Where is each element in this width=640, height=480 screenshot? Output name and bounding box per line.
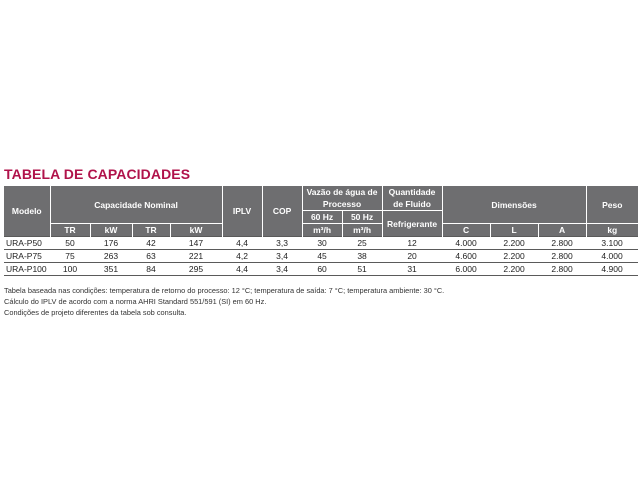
table-row	[4, 263, 638, 276]
header-row-3	[4, 224, 638, 237]
note-iplv: Cálculo do IPLV de acordo com a norma AHRI Standard 551/591 (SI) em 60 Hz.	[4, 297, 267, 306]
cell-peso: 3.100	[586, 237, 638, 250]
header-kw-60: kW	[90, 224, 132, 237]
cell-peso: 4.000	[586, 250, 638, 263]
cell-tr50: 42	[132, 237, 170, 250]
header-dimensoes: Dimensões	[442, 186, 586, 224]
header-modelo: Modelo	[4, 186, 50, 237]
cell-iplv: 4,2	[222, 250, 262, 263]
header-unit-peso: kg	[586, 224, 638, 237]
header-tr-60: TR	[50, 224, 90, 237]
cell-vazao60: 45	[302, 250, 342, 263]
header-capacidade-nominal: Capacidade Nominal	[50, 186, 222, 224]
table-row	[4, 250, 638, 263]
table-body	[4, 237, 638, 276]
header-iplv: IPLV	[222, 186, 262, 237]
cell-kw50: 221	[170, 250, 222, 263]
cell-dim-c: 4.600	[442, 250, 490, 263]
cell-kw60: 351	[90, 263, 132, 276]
cell-dim-a: 2.800	[538, 263, 586, 276]
note-conditions: Tabela baseada nas condições: temperatura de retorno do processo: 12 °C; temperatura de saída: 7 °C; temperatura ambiente: 30 °C.	[4, 286, 445, 295]
cell-vazao50: 25	[342, 237, 382, 250]
cell-vazao60: 30	[302, 237, 342, 250]
cell-tr50: 84	[132, 263, 170, 276]
cell-dim-c: 4.000	[442, 237, 490, 250]
cell-cop: 3,3	[262, 237, 302, 250]
header-vazao-50hz: 50 Hz	[342, 211, 382, 224]
header-vazao-line2: Processo	[322, 199, 362, 209]
cell-fluido: 31	[382, 263, 442, 276]
cell-kw50: 147	[170, 237, 222, 250]
cell-peso: 4.900	[586, 263, 638, 276]
cell-tr60: 100	[50, 263, 90, 276]
cell-kw60: 263	[90, 250, 132, 263]
header-row-1	[4, 186, 638, 211]
header-quantidade-line1: Quantidade	[388, 187, 436, 197]
cell-dim-l: 2.200	[490, 237, 538, 250]
cell-tr60: 50	[50, 237, 90, 250]
cell-modelo: URA-P50	[4, 237, 50, 250]
cell-dim-c: 6.000	[442, 263, 490, 276]
header-dim-l: L	[490, 224, 538, 237]
cell-dim-l: 2.200	[490, 250, 538, 263]
capacity-table-section	[4, 166, 638, 318]
cell-tr50: 63	[132, 250, 170, 263]
cell-cop: 3,4	[262, 263, 302, 276]
table-notes	[4, 285, 638, 318]
cell-fluido: 12	[382, 237, 442, 250]
cell-modelo: URA-P100	[4, 263, 50, 276]
capacity-table	[4, 186, 638, 276]
header-cop: COP	[262, 186, 302, 237]
cell-modelo: URA-P75	[4, 250, 50, 263]
table-row	[4, 237, 638, 250]
cell-vazao50: 38	[342, 250, 382, 263]
header-vazao-60hz: 60 Hz	[302, 211, 342, 224]
cell-iplv: 4,4	[222, 263, 262, 276]
cell-cop: 3,4	[262, 250, 302, 263]
header-dim-c: C	[442, 224, 490, 237]
header-tr-50: TR	[132, 224, 170, 237]
header-quantidade-line2: de Fluido	[393, 199, 431, 209]
cell-dim-a: 2.800	[538, 237, 586, 250]
cell-dim-l: 2.200	[490, 263, 538, 276]
cell-kw50: 295	[170, 263, 222, 276]
header-kw-50: kW	[170, 224, 222, 237]
cell-fluido: 20	[382, 250, 442, 263]
header-peso: Peso	[586, 186, 638, 224]
header-quantidade	[382, 186, 442, 211]
table-header	[4, 186, 638, 237]
header-dim-a: A	[538, 224, 586, 237]
header-unit-vazao-60: m³/h	[302, 224, 342, 237]
cell-dim-a: 2.800	[538, 250, 586, 263]
cell-iplv: 4,4	[222, 237, 262, 250]
header-vazao	[302, 186, 382, 211]
header-refrigerante: Refrigerante	[382, 211, 442, 237]
header-vazao-line1: Vazão de água de	[306, 187, 378, 197]
cell-kw60: 176	[90, 237, 132, 250]
cell-vazao50: 51	[342, 263, 382, 276]
note-consult: Condições de projeto diferentes da tabela sob consulta.	[4, 308, 187, 317]
cell-vazao60: 60	[302, 263, 342, 276]
header-unit-vazao-50: m³/h	[342, 224, 382, 237]
cell-tr60: 75	[50, 250, 90, 263]
table-title: TABELA DE CAPACIDADES	[4, 166, 191, 182]
